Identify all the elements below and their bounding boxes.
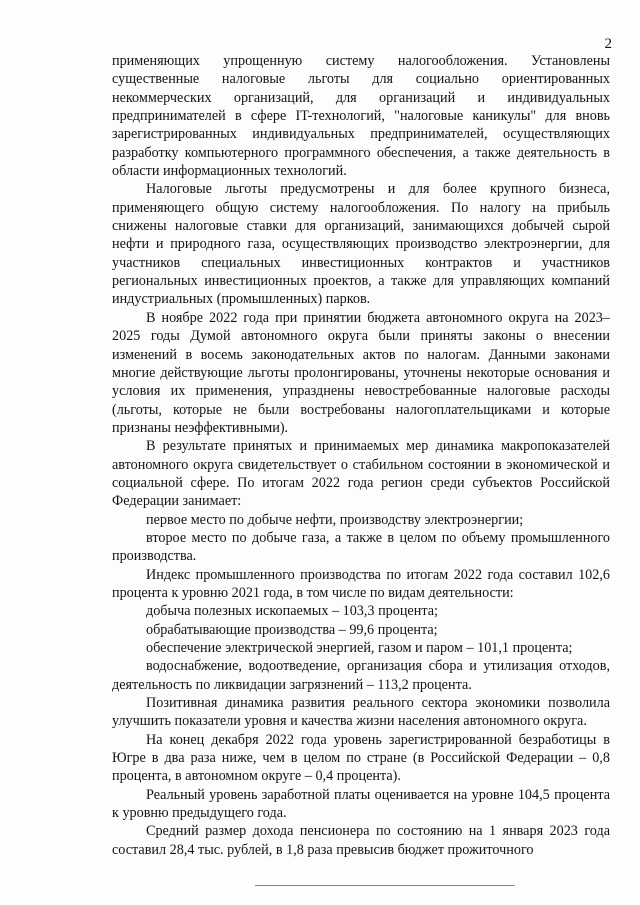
paragraph-real-wages: Реальный уровень заработной платы оценивается на уровне 104,5 процента к уровню предыдущего года. (112, 786, 610, 822)
list-item-water-supply: водоснабжение, водоотведение, организация сбора и утилизация отходов, деятельность по ликвидации загрязнений – 113,2 процента. (112, 658, 610, 693)
paragraph-tax-benefits-large-business: Налоговые льготы предусмотрены и для более крупного бизнеса, применяющего общую систему налогообложения. По налогу на прибыль снижены налоговые ставки для организаций, занимающихся добычей сырой нефти и природного газа, осуществляющих производство электроэнергии, для участников специальных инвестиционных контрактов и участников региональных инвестиционных проектов, а также для управляющих компаний индустриальных (промышленных) парков. (112, 181, 610, 308)
scan-edge-line (255, 885, 515, 886)
paragraph-macro-indicators: В результате принятых и принимаемых мер динамика макропоказателей автономного округа свидетельствует о стабильном состоянии в экономической и социальной сфере. По итогам 2022 года регион среди субъектов Российской Федерации занимает: (112, 438, 610, 510)
paragraph-continuation: применяющих упрощенную систему налогообложения. Установлены существенные налоговые льготы для социально ориентированных некоммерческих организаций, для организаций и индивидуальных предпринимателей в сфере IT-технологий, "налоговые каникулы" для вновь зарегистрированных индивидуальных предпринимателей, осуществляющих разработку компьютерного программного обеспечения, а также деятельность в области информационных технологий. (112, 53, 610, 180)
page-number: 2 (604, 36, 612, 52)
paragraph-industrial-index: Индекс промышленного производства по итогам 2022 года составил 102,6 процента к уровню 2021 года, в том числе по видам деятельности: (112, 566, 610, 601)
paragraph-budget-laws: В ноябре 2022 года при принятии бюджета автономного округа на 2023–2025 годы Думой автономного округа были приняты законы о внесении изменений в восемь законодательных актов по налогам. Данными законами многие действующие льготы пролонгированы, уточнены некоторые основания и условия их применения, упразднены невостребованные налоговые расходы (льготы, которые не были востребованы налогоплательщиками и которые признаны неэффективными). (112, 309, 610, 436)
list-item-first-place: первое место по добыче нефти, производству электроэнергии; (146, 511, 524, 528)
list-item-second-place: второе место по добыче газа, а также в целом по объему промышленного производства. (112, 529, 610, 565)
paragraph-pensioner-income: Средний размер дохода пенсионера по состоянию на 1 января 2023 года составил 28,4 тыс. рублей, в 1,8 раза превысив бюджет прожиточного (112, 823, 610, 858)
list-item-manufacturing: обрабатывающие производства – 99,6 процента; (146, 621, 438, 638)
paragraph-unemployment: На конец декабря 2022 года уровень зарегистрированной безработицы в Югре в два раза ниже, чем в целом по стране (в Российской Федерации – 0,8 процента, в автономном округе – 0,4 процента). (112, 731, 610, 785)
list-item-energy: обеспечение электрической энергией, газом и паром – 101,1 процента; (146, 640, 573, 656)
list-item-mining: добыча полезных ископаемых – 103,3 процента; (146, 603, 438, 620)
paragraph-positive-dynamics: Позитивная динамика развития реального сектора экономики позволила улучшить показатели уровня и качества жизни населения автономного округа. (112, 695, 610, 730)
body-text (112, 52, 610, 859)
